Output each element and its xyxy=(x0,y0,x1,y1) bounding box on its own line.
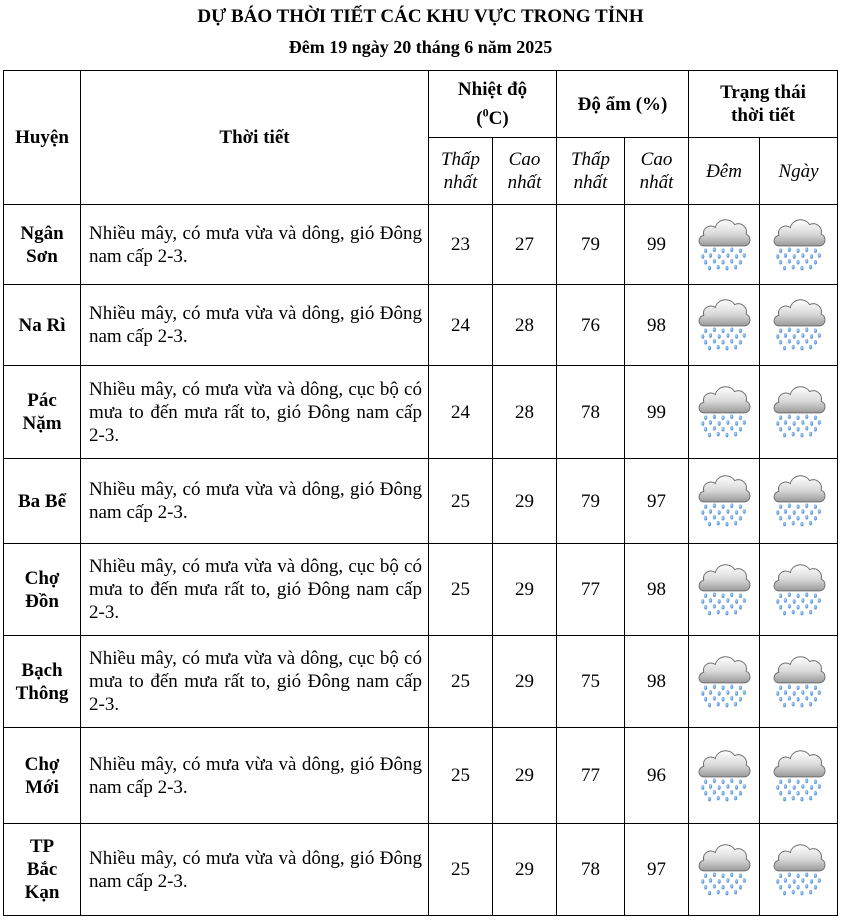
night-status xyxy=(689,285,760,366)
table-row xyxy=(4,205,838,285)
header-temperature-unit: ($^0$C) xyxy=(476,105,509,129)
district-name: Chợ Mới xyxy=(4,728,81,824)
rain-cloud-icon xyxy=(696,292,752,352)
header-day: Ngày xyxy=(760,138,838,205)
humidity-low-value: 77 xyxy=(557,728,625,824)
night-status xyxy=(689,366,760,459)
day-status xyxy=(760,205,838,285)
temp-low-value: 24 xyxy=(429,366,493,459)
header-temp-low: Thấp nhất xyxy=(429,138,493,205)
day-status xyxy=(760,544,838,636)
table-row xyxy=(4,459,838,544)
day-status xyxy=(760,824,838,916)
rain-cloud-icon xyxy=(771,468,827,528)
district-name: Pác Nặm xyxy=(4,366,81,459)
table-row xyxy=(4,728,838,824)
weather-description: Nhiều mây, có mưa vừa và dông, cục bộ có mưa to đến mưa rất to, gió Đông nam cấp 2-3. xyxy=(81,636,429,728)
weather-description: Nhiều mây, có mưa vừa và dông, gió Đông nam cấp 2-3. xyxy=(81,824,429,916)
rain-cloud-icon xyxy=(696,212,752,272)
temp-high-value: 29 xyxy=(493,544,557,636)
temp-high-value: 27 xyxy=(493,205,557,285)
humidity-low-value: 76 xyxy=(557,285,625,366)
header-temperature xyxy=(429,71,557,138)
humidity-low-value: 77 xyxy=(557,544,625,636)
rain-cloud-icon xyxy=(771,292,827,352)
header-weather: Thời tiết xyxy=(81,71,429,205)
humidity-high-value: 96 xyxy=(625,728,689,824)
table-row xyxy=(4,366,838,459)
temp-high-value: 29 xyxy=(493,728,557,824)
weather-description: Nhiều mây, có mưa vừa và dông, gió Đông nam cấp 2-3. xyxy=(81,728,429,824)
temp-high-value: 28 xyxy=(493,366,557,459)
header-humidity-low: Thấp nhất xyxy=(557,138,625,205)
temp-high-value: 28 xyxy=(493,285,557,366)
temp-low-value: 25 xyxy=(429,544,493,636)
header-night: Đêm xyxy=(689,138,760,205)
temp-low-value: 25 xyxy=(429,824,493,916)
night-status xyxy=(689,824,760,916)
temp-high-value: 29 xyxy=(493,824,557,916)
header-humidity-high: Cao nhất xyxy=(625,138,689,205)
temp-low-value: 23 xyxy=(429,205,493,285)
humidity-high-value: 97 xyxy=(625,824,689,916)
header-temp-high: Cao nhất xyxy=(493,138,557,205)
temp-low-value: 24 xyxy=(429,285,493,366)
rain-cloud-icon xyxy=(771,212,827,272)
rain-cloud-icon xyxy=(771,837,827,897)
humidity-high-value: 97 xyxy=(625,459,689,544)
temp-high-value: 29 xyxy=(493,636,557,728)
rain-cloud-icon xyxy=(696,557,752,617)
day-status xyxy=(760,728,838,824)
humidity-high-value: 99 xyxy=(625,205,689,285)
humidity-high-value: 98 xyxy=(625,636,689,728)
day-status xyxy=(760,459,838,544)
night-status xyxy=(689,205,760,285)
district-name: Na Rì xyxy=(4,285,81,366)
humidity-high-value: 99 xyxy=(625,366,689,459)
header-humidity: Độ ẩm (%) xyxy=(557,71,689,138)
header-temperature-label: Nhiệt độ xyxy=(457,79,528,101)
header-district: Huyện xyxy=(4,71,81,205)
day-status xyxy=(760,366,838,459)
weather-description: Nhiều mây, có mưa vừa và dông, gió Đông nam cấp 2-3. xyxy=(81,459,429,544)
forecast-table xyxy=(3,70,838,916)
humidity-low-value: 78 xyxy=(557,824,625,916)
district-name: TP Bắc Kạn xyxy=(4,824,81,916)
day-status xyxy=(760,636,838,728)
district-name: Chợ Đồn xyxy=(4,544,81,636)
table-row xyxy=(4,544,838,636)
day-status xyxy=(760,285,838,366)
temp-low-value: 25 xyxy=(429,459,493,544)
weather-description: Nhiều mây, có mưa vừa và dông, gió Đông nam cấp 2-3. xyxy=(81,205,429,285)
rain-cloud-icon xyxy=(696,379,752,439)
night-status xyxy=(689,728,760,824)
table-row xyxy=(4,636,838,728)
humidity-low-value: 75 xyxy=(557,636,625,728)
rain-cloud-icon xyxy=(771,557,827,617)
rain-cloud-icon xyxy=(696,837,752,897)
district-name: Bạch Thông xyxy=(4,636,81,728)
district-name: Ba Bể xyxy=(4,459,81,544)
district-name: Ngân Sơn xyxy=(4,205,81,285)
weather-description: Nhiều mây, có mưa vừa và dông, cục bộ có mưa to đến mưa rất to, gió Đông nam cấp 2-3. xyxy=(81,366,429,459)
table-row xyxy=(4,285,838,366)
humidity-low-value: 79 xyxy=(557,205,625,285)
rain-cloud-icon xyxy=(696,743,752,803)
humidity-low-value: 79 xyxy=(557,459,625,544)
night-status xyxy=(689,544,760,636)
table-row xyxy=(4,824,838,916)
header-status: Trạng thái thời tiết xyxy=(689,71,838,138)
weather-description: Nhiều mây, có mưa vừa và dông, gió Đông nam cấp 2-3. xyxy=(81,285,429,366)
page-title: DỰ BÁO THỜI TIẾT CÁC KHU VỰC TRONG TỈNH xyxy=(197,6,644,27)
temp-low-value: 25 xyxy=(429,728,493,824)
page-subtitle: Đêm 19 ngày 20 tháng 6 năm 2025 xyxy=(288,37,553,57)
rain-cloud-icon xyxy=(696,649,752,709)
weather-description: Nhiều mây, có mưa vừa và dông, cục bộ có mưa to đến mưa rất to, gió Đông nam cấp 2-3. xyxy=(81,544,429,636)
rain-cloud-icon xyxy=(771,649,827,709)
temp-high-value: 29 xyxy=(493,459,557,544)
night-status xyxy=(689,459,760,544)
rain-cloud-icon xyxy=(696,468,752,528)
rain-cloud-icon xyxy=(771,379,827,439)
night-status xyxy=(689,636,760,728)
temp-low-value: 25 xyxy=(429,636,493,728)
humidity-low-value: 78 xyxy=(557,366,625,459)
humidity-high-value: 98 xyxy=(625,544,689,636)
humidity-high-value: 98 xyxy=(625,285,689,366)
rain-cloud-icon xyxy=(771,743,827,803)
